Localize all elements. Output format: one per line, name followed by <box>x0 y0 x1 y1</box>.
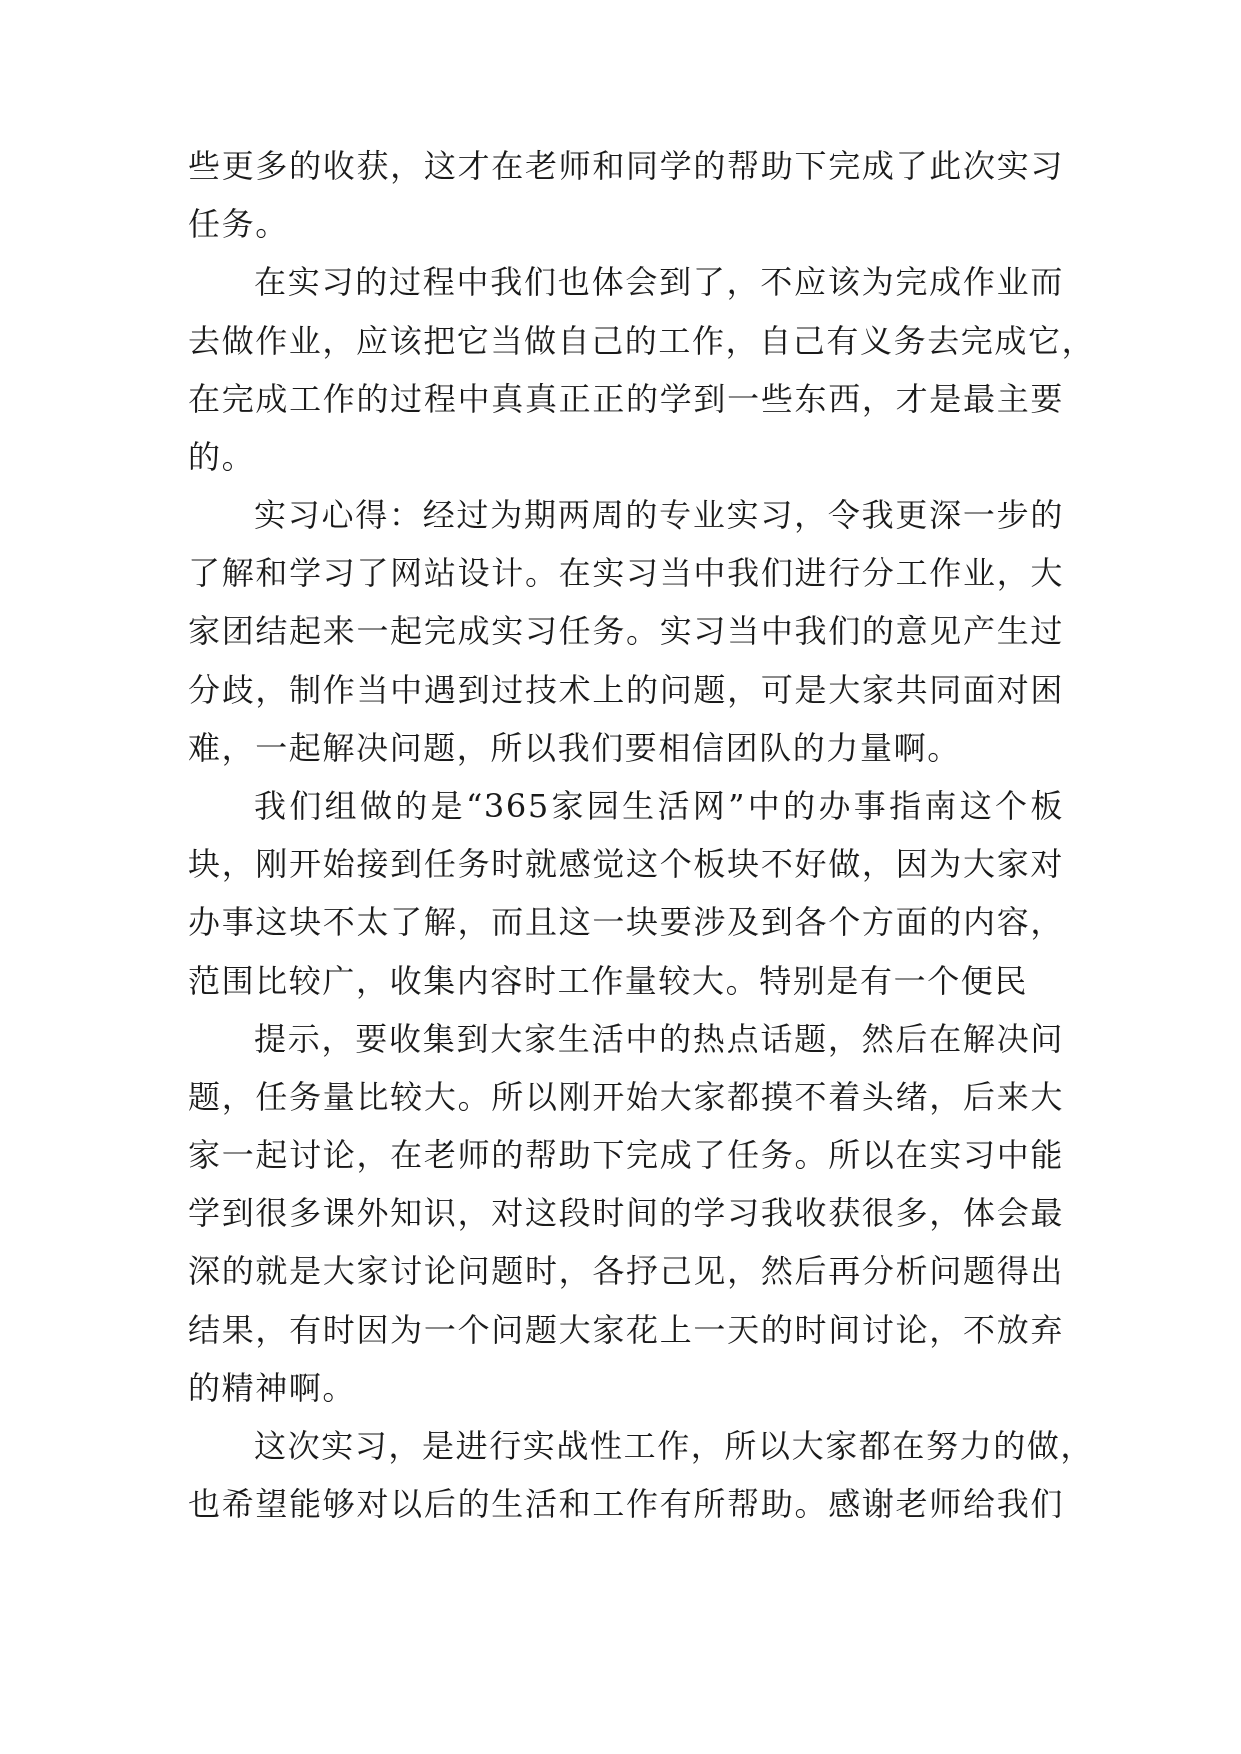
text-line: 结果，有时因为一个问题大家花上一天的时间讨论，不放弃 <box>188 1311 1064 1349</box>
text-line: 了解和学习了网站设计。在实习当中我们进行分工作业，大 <box>188 554 1064 592</box>
text-line: 我们组做的是“365家园生活网”中的办事指南这个板 <box>254 787 1064 825</box>
text-line: 办事这块不太了解，而且这一块要涉及到各个方面的内容， <box>188 903 1064 941</box>
text-line: 学到很多课外知识，对这段时间的学习我收获很多，体会最 <box>188 1194 1064 1232</box>
text-line: 的。 <box>188 438 256 476</box>
text-line: 家一起讨论，在老师的帮助下完成了任务。所以在实习中能 <box>188 1136 1064 1174</box>
text-line: 在完成工作的过程中真真正正的学到一些东西，才是最主要 <box>188 380 1064 418</box>
text-line: 分歧，制作当中遇到过技术上的问题，可是大家共同面对困 <box>188 671 1064 709</box>
text-line: 提示，要收集到大家生活中的热点话题，然后在解决问 <box>254 1020 1064 1058</box>
text-line: 块，刚开始接到任务时就感觉这个板块不好做，因为大家对 <box>188 845 1064 883</box>
text-line: 在实习的过程中我们也体会到了，不应该为完成作业而 <box>254 263 1064 301</box>
text-line: 这次实习，是进行实战性工作，所以大家都在努力的做， <box>254 1427 1095 1465</box>
text-line: 也希望能够对以后的生活和工作有所帮助。感谢老师给我们 <box>188 1485 1064 1523</box>
text-line: 范围比较广，收集内容时工作量较大。特别是有一个便民 <box>188 962 1029 1000</box>
text-line: 题，任务量比较大。所以刚开始大家都摸不着头绪，后来大 <box>188 1078 1064 1116</box>
text-line: 的精神啊。 <box>188 1369 357 1407</box>
text-line: 深的就是大家讨论问题时，各抒己见，然后再分析问题得出 <box>188 1252 1064 1290</box>
text-line: 去做作业，应该把它当做自己的工作，自己有义务去完成它， <box>188 322 1096 360</box>
text-line: 难，一起解决问题，所以我们要相信团队的力量啊。 <box>188 729 961 767</box>
text-line: 任务。 <box>188 205 289 243</box>
text-line: 家团结起来一起完成实习任务。实习当中我们的意见产生过 <box>188 612 1064 650</box>
text-line: 些更多的收获，这才在老师和同学的帮助下完成了此次实习 <box>188 147 1064 185</box>
text-line: 实习心得：经过为期两周的专业实习，令我更深一步的 <box>254 496 1064 534</box>
